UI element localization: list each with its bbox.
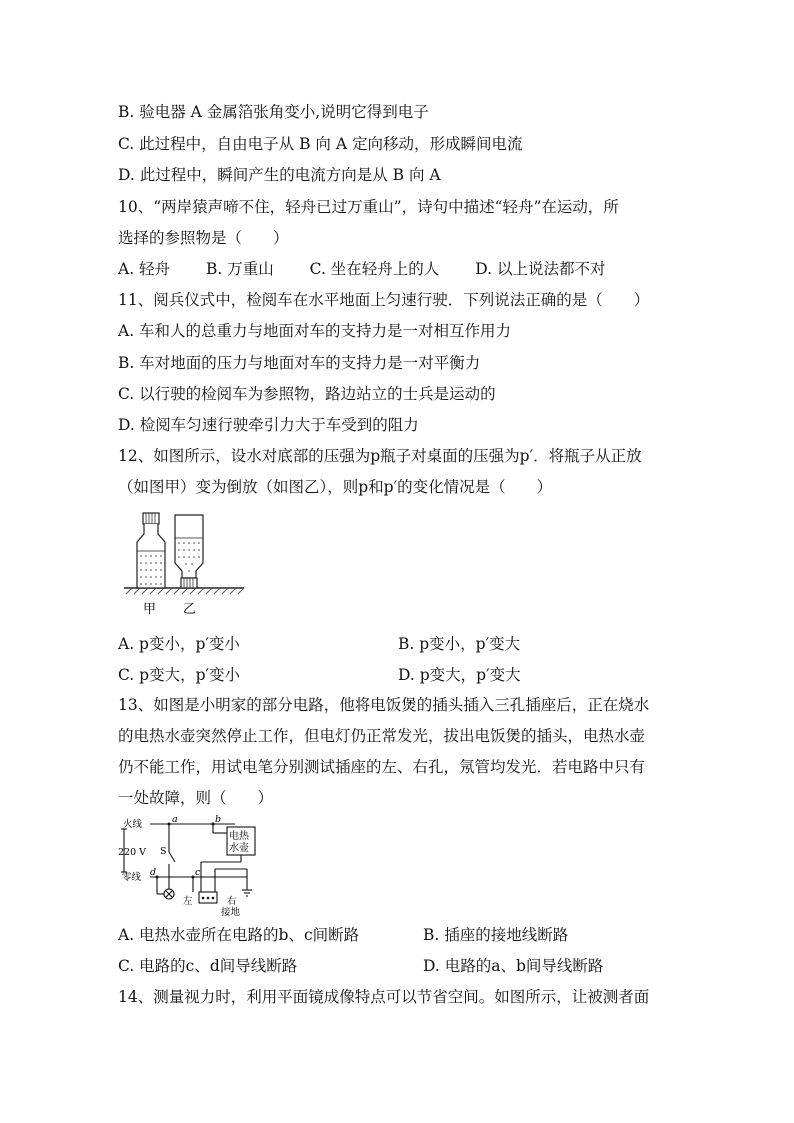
label-right-hole: 右 <box>227 896 237 907</box>
q12-option-b: B. p变小，p′变大 <box>398 635 521 653</box>
q12-option-d: D. p变大，p′变大 <box>398 666 521 684</box>
label-a: a <box>172 814 178 825</box>
label-b: b <box>215 814 222 825</box>
label-live-wire: 火线 <box>123 819 143 830</box>
q11-stem: 11、阅兵仪式中，检阅车在水平地面上匀速行驶．下列说法正确的是（ ） <box>118 291 650 309</box>
kettle-label-2: 水壶 <box>229 843 249 854</box>
label-jia: 甲 <box>143 602 157 617</box>
q12-stem-2: （如图甲）变为倒放（如图乙），则p和p′的变化情况是（ ） <box>118 478 553 496</box>
bottle-upright <box>137 513 165 588</box>
q13-stem-3: 仍不能工作，用试电笔分别测试插座的左、右孔，氖管均发光．若电路中只有 <box>118 758 646 776</box>
q13-stem-4: 一处故障，则（ ） <box>118 789 274 807</box>
label-ground: 接地 <box>221 907 241 918</box>
kettle-label-1: 电热 <box>229 831 249 842</box>
q13-option-b: B. 插座的接地线断路 <box>423 926 569 944</box>
label-switch: S <box>160 846 167 857</box>
label-left-hole: 左 <box>183 896 193 907</box>
q13-stem-1: 13、如图是小明家的部分电路，他将电饭煲的插头插入三孔插座后，正在烧水 <box>118 696 650 714</box>
circuit-figure <box>117 814 267 920</box>
q9-option-d: D. 此过程中，瞬间产生的电流方向是从 B 向 A <box>118 166 441 184</box>
bottle-figure <box>120 510 250 620</box>
q10-stem-2: 选择的参照物是（ ） <box>118 229 289 247</box>
q10-stem-1: 10、“两岸猿声啼不住，轻舟已过万重山”，诗句中描述“轻舟”在运动，所 <box>118 198 619 216</box>
label-d: d <box>150 867 157 878</box>
label-voltage: 220 V <box>118 847 147 858</box>
q13-option-d: D. 电路的a、b间导线断路 <box>423 957 604 975</box>
bottle-inverted <box>175 515 203 588</box>
label-neutral-wire: 零线 <box>122 872 142 883</box>
q13-options-row-1 <box>118 925 569 945</box>
q12-stem-1: 12、如图所示，设水对底部的压强为p瓶子对桌面的压强为p′．将瓶子从正放 <box>118 447 642 465</box>
q9-option-c: C. 此过程中，自由电子从 B 向 A 定向移动，形成瞬间电流 <box>118 135 523 153</box>
q10-options: A. 轻舟 B. 万重山 C. 坐在轻舟上的人 D. 以上说法都不对 <box>118 260 606 278</box>
q12-options-row-2 <box>118 665 521 685</box>
q9-option-b: B. 验电器 A 金属箔张角变小,说明它得到电子 <box>118 103 429 121</box>
q11-option-a: A. 车和人的总重力与地面对车的支持力是一对相互作用力 <box>118 322 512 340</box>
label-c: c <box>195 867 201 878</box>
q13-stem-2: 的电热水壶突然停止工作，但电灯仍正常发光，拔出电饭煲的插头，电热水壶 <box>118 727 646 745</box>
q11-option-d: D. 检阅车匀速行驶牵引力大于车受到的阻力 <box>118 416 419 434</box>
q13-options-row-2 <box>118 956 604 976</box>
q12-options-row-1 <box>118 634 521 654</box>
q11-option-c: C. 以行驶的检阅车为参照物，路边站立的士兵是运动的 <box>118 385 496 403</box>
q11-option-b: B. 车对地面的压力与地面对车的支持力是一对平衡力 <box>118 354 481 372</box>
q13-option-c: C. 电路的c、d间导线断路 <box>118 957 298 975</box>
q12-option-c: C. p变大，p′变小 <box>118 666 241 684</box>
q14-stem-1: 14、测量视力时，利用平面镜成像特点可以节省空间。如图所示，让被测者面 <box>118 988 650 1006</box>
q12-option-a: A. p变小，p′变小 <box>118 635 240 653</box>
label-yi: 乙 <box>183 602 197 617</box>
q13-option-a: A. 电热水壶所在电路的b、c间断路 <box>118 926 360 944</box>
